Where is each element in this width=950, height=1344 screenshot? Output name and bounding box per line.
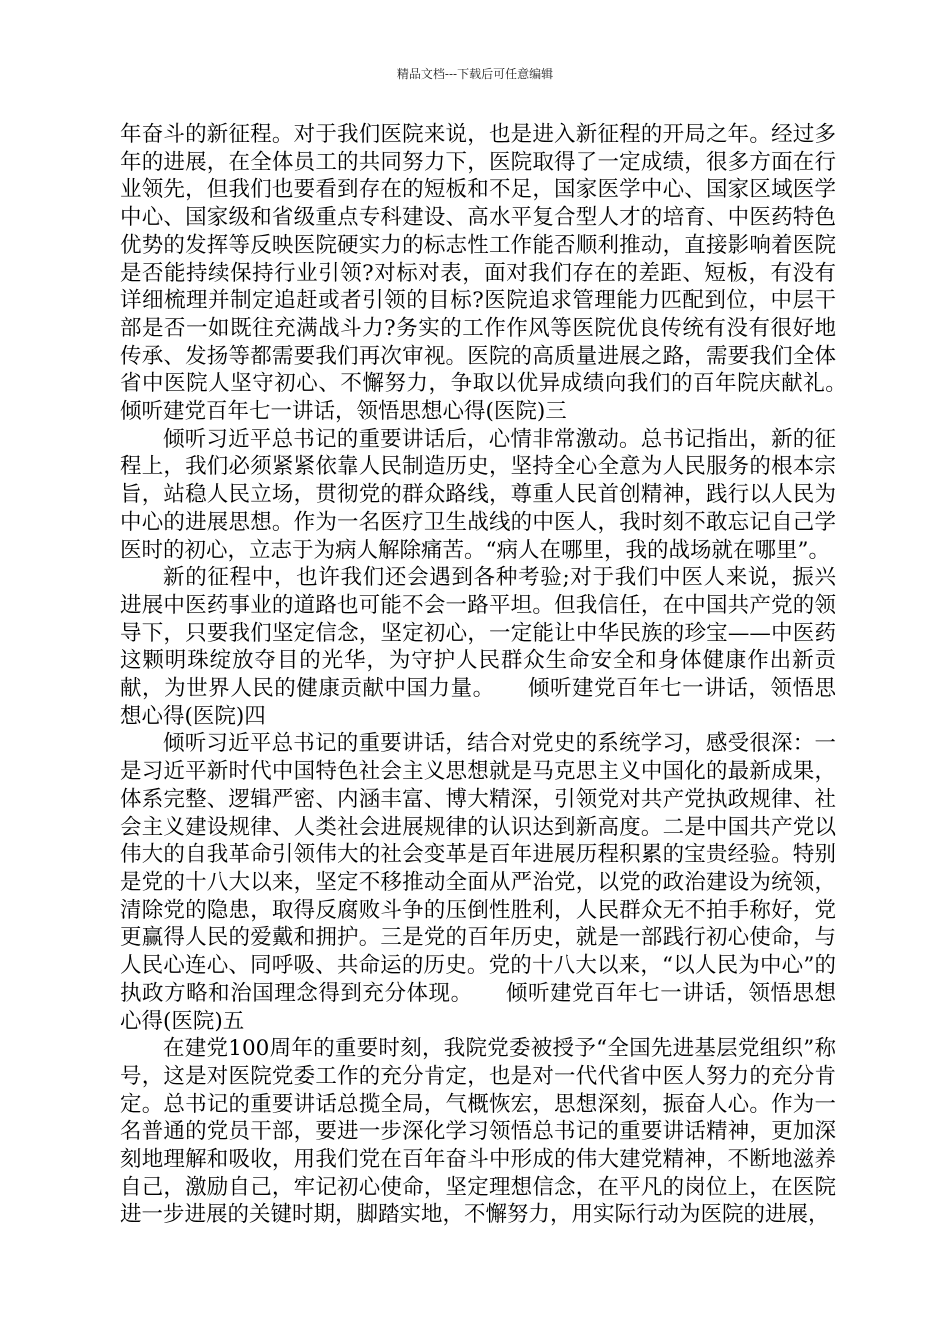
page-header: 精品文档---下载后可任意编辑 (396, 67, 554, 81)
paragraph: 在建党100周年的重要时刻，我院党委被授予“全国先进基层党组织”称号，这是对医院党委工作的充分肯定，也是对一代代省中医人努力的充分肯定。总书记的重要讲话总揽全局，气概恢宏，思想深刻，振奋人心。作为一名普通的党员干部，要进一步深化学习领悟总书记的重要讲话精神，更加深刻地理解和吸收，用我们党在百年奋斗中形成的伟大建党精神，不断地滋养自己，激励自己，牢记初心使命，坚定理想信念，在平凡的岗位上，在医院进一步进展的关键时期，脚踏实地，不懈努力，用实际行动为医院的进展， (120, 1036, 836, 1228)
paragraph: 年奋斗的新征程。对于我们医院来说，也是进入新征程的开局之年。经过多年的进展，在全体员工的共同努力下，医院取得了一定成绩，很多方面在行业领先，但我们也要看到存在的短板和不足，国家医学中心、国家区域医学中心、国家级和省级重点专科建设、高水平复合型人才的培育、中医药特色优势的发挥等反映医院硬实力的标志性工作能否顺利推动，直接影响着医院是否能持续保持行业引领?对标对表，面对我们存在的差距、短板，有没有详细梳理并制定追赶或者引领的目标?医院追求管理能力匹配到位，中层干部是否一如既往充满战斗力?务实的工作作风等医院优良传统有没有很好地传承、发扬等都需要我们再次审视。医院的高质量进展之路，需要我们全体省中医院人坚守初心、不懈努力，争取以优异成绩向我们的百年院庆献礼。 倾听建党百年七一讲话，领悟思想心得(医院)三 (120, 122, 880, 425)
paragraph: 新的征程中，也许我们还会遇到各种考验;对于我们中医人来说，振兴进展中医药事业的道路也可能不会一路平坦。但我信任，在中国共产党的领导下，只要我们坚定信念，坚定初心，一定能让中华民族的珍宝——中医药这颗明珠绽放夺目的光华，为守护人民群众生命安全和身体健康作出新贡献，为世界人民的健康贡献中国力量。 倾听建党百年七一讲话，领悟思想心得(医院)四 (120, 565, 836, 729)
paragraph: 倾听习近平总书记的重要讲话，结合对党史的系统学习，感受很深：一是习近平新时代中国特色社会主义思想就是马克思主义中国化的最新成果，体系完整、逻辑严密、内涵丰富、博大精深，引领党对共产党执政规律、社会主义建设规律、人类社会进展规律的认识达到新高度。二是中国共产党以伟大的自我革命引领伟大的社会变革是百年进展历程积累的宝贵经验。特别是党的十八大以来，坚定不移推动全面从严治党，以党的政治建设为统领，清除党的隐患，取得反腐败斗争的压倒性胜利，人民群众无不拍手称好，党更赢得人民的爱戴和拥护。三是党的百年历史，就是一部践行初心使命，与人民心连心、同呼吸、共命运的历史。党的十八大以来，“以人民为中心”的执政方略和治国理念得到充分体现。 倾听建党百年七一讲话，领悟思想心得(医院)五 (120, 731, 836, 1034)
paragraph: 倾听习近平总书记的重要讲话后，心情非常激动。总书记指出，新的征程上，我们必须紧紧依靠人民制造历史，坚持全心全意为人民服务的根本宗旨，站稳人民立场，贯彻党的群众路线，尊重人民首创精神，践行以人民为中心的进展思想。作为一名医疗卫生战线的中医人，我时刻不敢忘记自己学医时的初心，立志于为病人解除痛苦。“病人在哪里，我的战场就在哪里”。 (120, 426, 836, 563)
document-body (120, 121, 880, 1229)
